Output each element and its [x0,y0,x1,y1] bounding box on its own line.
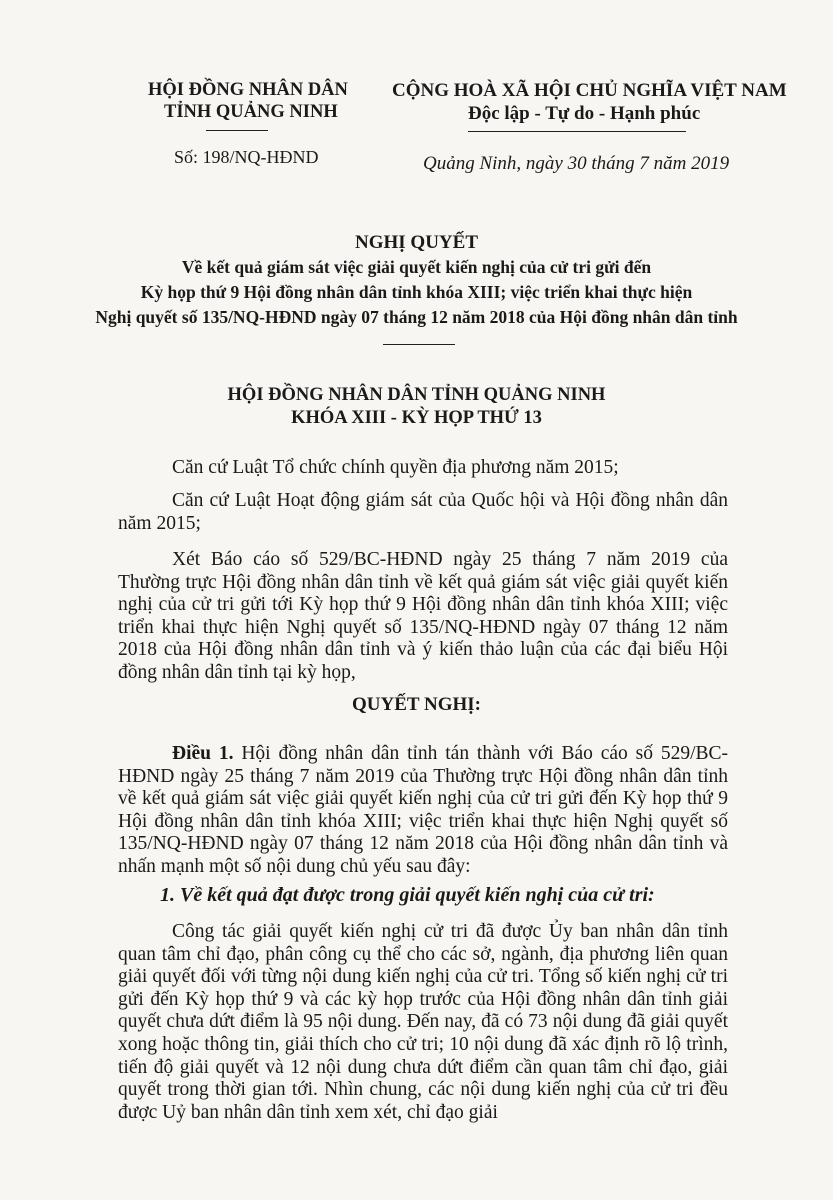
place-date: Quảng Ninh, ngày 30 tháng 7 năm 2019 [423,153,730,174]
article-1-text: Hội đồng nhân dân tỉnh tán thành với Báo cáo số 529/BC-HĐND ngày 25 tháng 7 năm 2019 của Thường trực Hội đồng nhân dân tỉnh về kết quả giám sát việc giải quyết kiến nghị của cử tri gửi đến Kỳ họp thứ 9 Hội đồng nhân dân tỉnh khóa XIII; việc triển khai thực hiện Nghị quyết số 135/NQ-HĐND ngày 07 tháng 12 năm 2018 của Hội đồng nhân dân tỉnh và nhấn mạnh một số nội dung chủ yếu sau đây: [118,743,728,877]
article-1-paragraph [118,743,728,879]
basis-text-2: Căn cứ Luật Hoạt động giám sát của Quốc hội và Hội đồng nhân dân năm 2015; [118,490,728,534]
issuer-line-1: HỘI ĐỒNG NHÂN DÂN TỈNH QUẢNG NINH [227,385,606,405]
title-divider [383,344,455,345]
national-name: CỘNG HOÀ XÃ HỘI CHỦ NGHĨA VIỆT NAM [392,80,787,101]
basis-paragraph-2 [118,490,728,535]
section-1-heading: 1. Về kết quả đạt được trong giải quyết kiến nghị của cử tri: [160,884,655,906]
council-underline [206,130,268,131]
council-name-line2: TỈNH QUẢNG NINH [164,102,338,122]
council-name-line1: HỘI ĐỒNG NHÂN DÂN [148,80,348,100]
issuer-line-2: KHÓA XIII - KỲ HỌP THỨ 13 [291,408,542,428]
section-1-paragraph [118,921,728,1124]
basis-text-3: Xét Báo cáo số 529/BC-HĐND ngày 25 tháng 7 năm 2019 của Thường trực Hội đồng nhân dân tỉnh về kết quả giám sát việc giải quyết kiến nghị của cử tri gửi tới Kỳ họp thứ 9 Hội đồng nhân dân tỉnh khóa XIII; việc triển khai thực hiện Nghị quyết số 135/NQ-HĐND ngày 07 tháng 12 năm 2018 của Hội đồng nhân dân tỉnh và ý kiến thảo luận của các đại biểu Hội đồng nhân dân tỉnh tại kỳ họp, [118,549,728,683]
basis-paragraph-3 [118,549,728,685]
document-type: NGHỊ QUYẾT [355,232,478,253]
subject-line-2: Kỳ họp thứ 9 Hội đồng nhân dân tỉnh khóa XIII; việc triển khai thực hiện [140,282,693,302]
subject-line-3: Nghị quyết số 135/NQ-HĐND ngày 07 tháng 12 năm 2018 của Hội đồng nhân dân tỉnh [95,307,738,327]
motto-underline [468,131,686,132]
article-1-label: Điều 1. [172,743,234,764]
basis-paragraph-1 [118,457,728,480]
national-motto: Độc lập - Tự do - Hạnh phúc [468,103,701,124]
section-1-text: Công tác giải quyết kiến nghị cử tri đã được Ủy ban nhân dân tỉnh quan tâm chỉ đạo, phân công cụ thể cho các sở, ngành, địa phương liên quan giải quyết đối với từng nội dung kiến nghị của cử tri. Tổng số kiến nghị cử tri gửi đến Kỳ họp thứ 9 và các kỳ họp trước của Hội đồng nhân dân tỉnh giải quyết chưa dứt điểm là 95 nội dung. Đến nay, đã có 73 nội dung đã giải quyết xong hoặc thông tin, giải thích cho cử tri; 10 nội dung đã xác định rõ lộ trình, tiến độ giải quyết và 12 nội dung chưa dứt điểm cần quan tâm chỉ đạo, giải quyết trong thời gian tới. Nhìn chung, các nội dung kiến nghị của cử tri đều được Uỷ ban nhân dân tỉnh xem xét, chỉ đạo giải [118,921,728,1123]
document-number: Số: 198/NQ-HĐND [174,147,319,167]
basis-text-1: Căn cứ Luật Tổ chức chính quyền địa phương năm 2015; [172,457,619,478]
subject-line-1: Về kết quả giám sát việc giải quyết kiến nghị của cử tri gửi đến [181,257,652,277]
resolves-heading: QUYẾT NGHỊ: [352,694,481,715]
